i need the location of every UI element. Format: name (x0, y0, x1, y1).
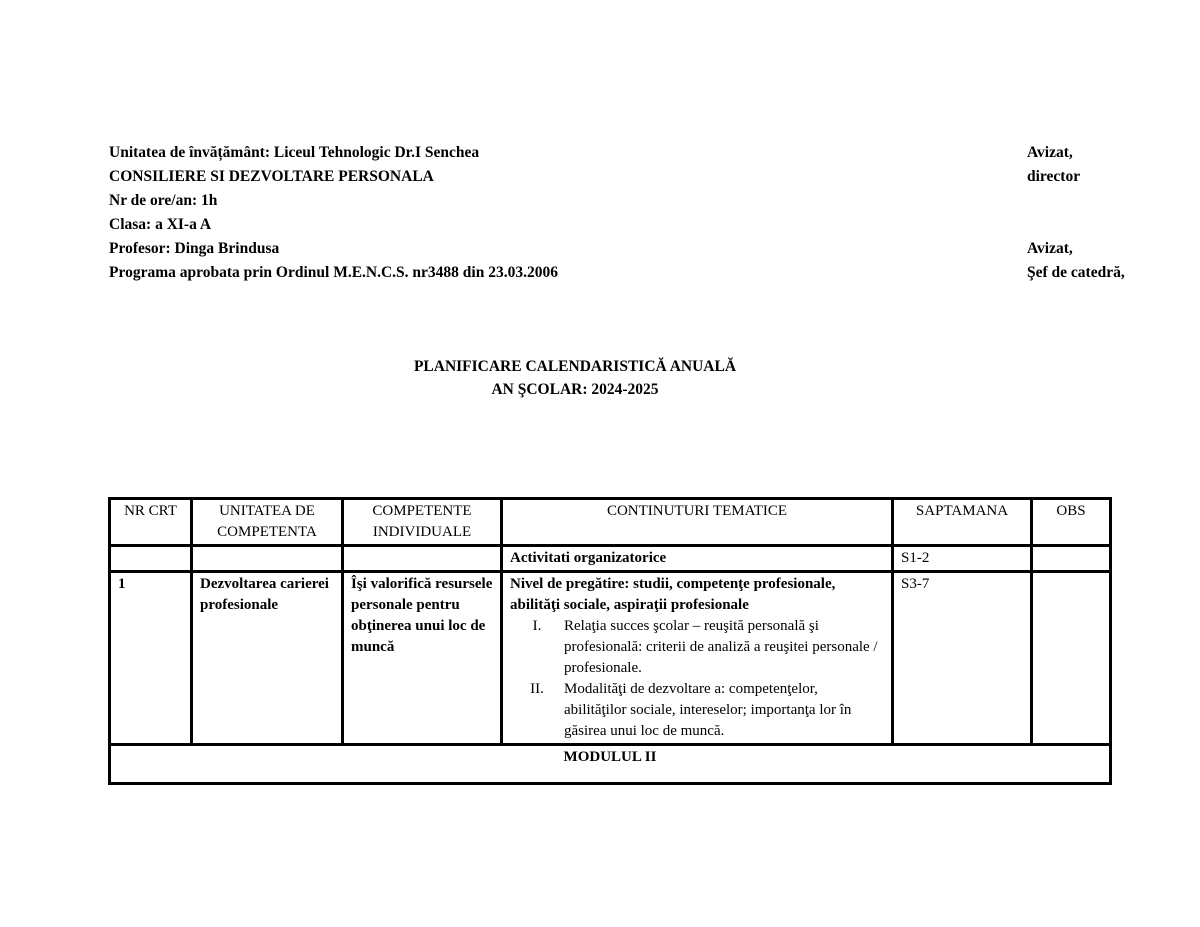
hours-line: Nr de ore/an: 1h (109, 192, 218, 209)
module-row (110, 745, 1111, 784)
cell-week: S3-7 (893, 572, 1032, 745)
planning-table (108, 497, 1112, 785)
approval-director-role: director (1027, 168, 1081, 185)
teacher-line: Profesor: Dinga Brindusa (109, 240, 280, 257)
cell-comp: Îşi valorifică resursele personale pentru obţinerea unui loc de muncă (343, 572, 502, 745)
title-line-1: PLANIFICARE CALENDARISTICĂ ANUALĂ (413, 358, 737, 375)
approval-spacer (1027, 213, 1125, 237)
list-item-number: I. (532, 618, 542, 634)
header-week: SAPTAMANA (893, 499, 1032, 546)
cell-unit: Dezvoltarea carierei profesionale (192, 572, 343, 745)
header-unit: UNITATEA DE COMPETENTA (192, 499, 343, 546)
header-obs: OBS (1032, 499, 1111, 546)
approval-chief-label: Avizat, (1027, 240, 1073, 257)
subject-line: CONSILIERE SI DEZVOLTARE PERSONALA (109, 168, 434, 185)
table-row (110, 572, 1111, 745)
header-nr-crt: NR CRT (110, 499, 192, 546)
module-label: MODULUL II (110, 745, 1111, 784)
cell-nr (110, 546, 192, 572)
cell-content (502, 572, 893, 745)
school-unit-line: Unitatea de învățământ: Liceul Tehnologic Dr.I Senchea (109, 144, 480, 161)
table-row (110, 546, 1111, 572)
table-header-row (110, 499, 1111, 546)
program-line: Programa aprobata prin Ordinul M.E.N.C.S. nr3488 din 23.03.2006 (109, 264, 558, 281)
school-info (109, 141, 558, 285)
approval-spacer (1027, 189, 1125, 213)
list-item (510, 616, 884, 679)
cell-comp (343, 546, 502, 572)
header-contents: CONTINUTURI TEMATICE (502, 499, 893, 546)
cell-week: S1-2 (893, 546, 1032, 572)
document-title (0, 355, 1150, 401)
cell-obs (1032, 572, 1111, 745)
cell-nr: 1 (110, 572, 192, 745)
list-item-text: Relaţia succes şcolar – reuşită personală şi profesională: criterii de analiză a reuşitei personale / profesionale. (564, 618, 878, 676)
content-title: Nivel de pregătire: studii, competenţe profesionale, abilităţi sociale, aspiraţii profesionale (510, 576, 836, 613)
content-list (510, 616, 884, 742)
cell-content: Activitati organizatorice (502, 546, 893, 572)
approval-director-label: Avizat, (1027, 144, 1073, 161)
list-item-number: II. (530, 681, 544, 697)
title-line-2: AN ŞCOLAR: 2024-2025 (491, 381, 659, 398)
approval-chief-role: Şef de catedră, (1027, 264, 1125, 281)
approval-info (1027, 141, 1125, 285)
cell-obs (1032, 546, 1111, 572)
list-item (510, 679, 884, 742)
list-item-text: Modalităţi de dezvoltare a: competenţelor, abilităţilor sociale, intereselor; importanţa lor în găsirea unui loc de muncă. (564, 681, 852, 739)
header-competences: COMPETENTE INDIVIDUALE (343, 499, 502, 546)
class-line: Clasa: a XI-a A (109, 216, 212, 233)
cell-unit (192, 546, 343, 572)
